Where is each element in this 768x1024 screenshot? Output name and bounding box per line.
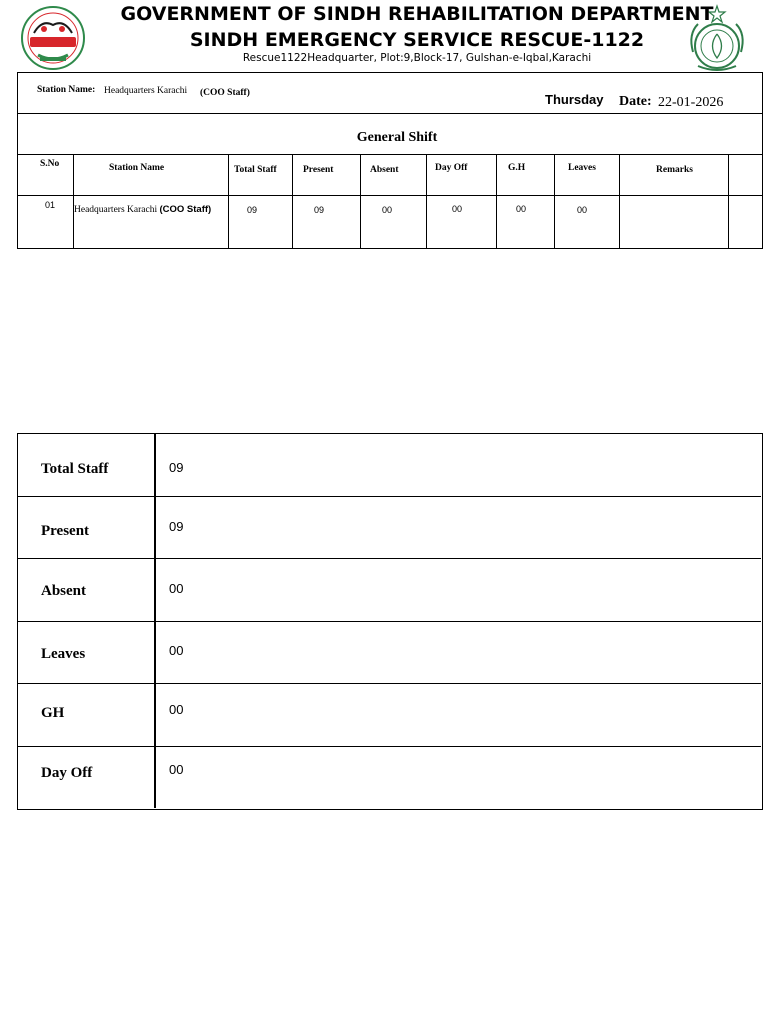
cell-day-off: 00 <box>452 204 463 214</box>
summary-value: 09 <box>169 460 184 475</box>
summary-row-total-staff <box>18 434 761 496</box>
summary-row-gh <box>18 683 761 745</box>
summary-value: 00 <box>169 702 184 717</box>
station-name-label: Station Name: <box>37 85 96 95</box>
summary-label: Present <box>41 523 90 539</box>
cell-station-tag: (COO Staff) <box>159 204 212 215</box>
rescue-1122-logo <box>20 5 86 71</box>
summary-label: Day Off <box>41 765 93 781</box>
summary-row-present <box>18 496 761 558</box>
summary-label: Absent <box>41 583 87 599</box>
summary-row-absent <box>18 558 761 620</box>
summary-table <box>17 433 763 810</box>
cell-station-name-text: Headquarters Karachi <box>74 205 158 215</box>
department-title: GOVERNMENT OF SINDH REHABILITATION DEPARTMENT <box>120 3 714 25</box>
date-value: 22-01-2026 <box>658 95 724 110</box>
station-tag: (COO Staff) <box>200 88 250 98</box>
summary-value: 09 <box>169 519 184 534</box>
cell-gh: 00 <box>516 204 527 214</box>
address-line: Rescue1122Headquarter, Plot:9,Block-17, Gulshan-e-Iqbal,Karachi <box>242 52 592 64</box>
shift-title: General Shift <box>356 130 438 145</box>
summary-value: 00 <box>169 581 184 596</box>
date-label: Date: <box>619 94 652 109</box>
column-header-day-off: Day Off <box>435 163 468 173</box>
column-header-gh: G.H <box>508 163 526 173</box>
day-of-week: Thursday <box>545 92 604 107</box>
summary-label: Leaves <box>41 646 86 662</box>
column-header-absent: Absent <box>370 165 399 175</box>
cell-total-staff: 09 <box>247 205 258 215</box>
cell-leaves: 00 <box>577 205 588 215</box>
column-header-station-name: Station Name <box>109 163 165 173</box>
summary-value: 00 <box>169 643 184 658</box>
service-title: SINDH EMERGENCY SERVICE RESCUE-1122 <box>189 29 645 51</box>
column-header-sno: S.No <box>40 159 60 169</box>
cell-station-name <box>74 204 211 215</box>
summary-label: Total Staff <box>41 461 109 477</box>
attendance-sheet <box>17 72 763 249</box>
summary-label: GH <box>41 705 65 721</box>
summary-value: 00 <box>169 762 184 777</box>
summary-row-day-off <box>18 746 761 808</box>
station-name-value: Headquarters Karachi <box>104 86 188 96</box>
summary-row-leaves <box>18 621 761 683</box>
column-header-remarks: Remarks <box>656 165 693 175</box>
column-header-present: Present <box>303 165 334 175</box>
cell-absent: 00 <box>382 205 393 215</box>
column-header-leaves: Leaves <box>568 163 596 173</box>
cell-sno: 01 <box>45 200 56 210</box>
cell-present: 09 <box>314 205 325 215</box>
column-header-total-staff: Total Staff <box>234 165 277 175</box>
